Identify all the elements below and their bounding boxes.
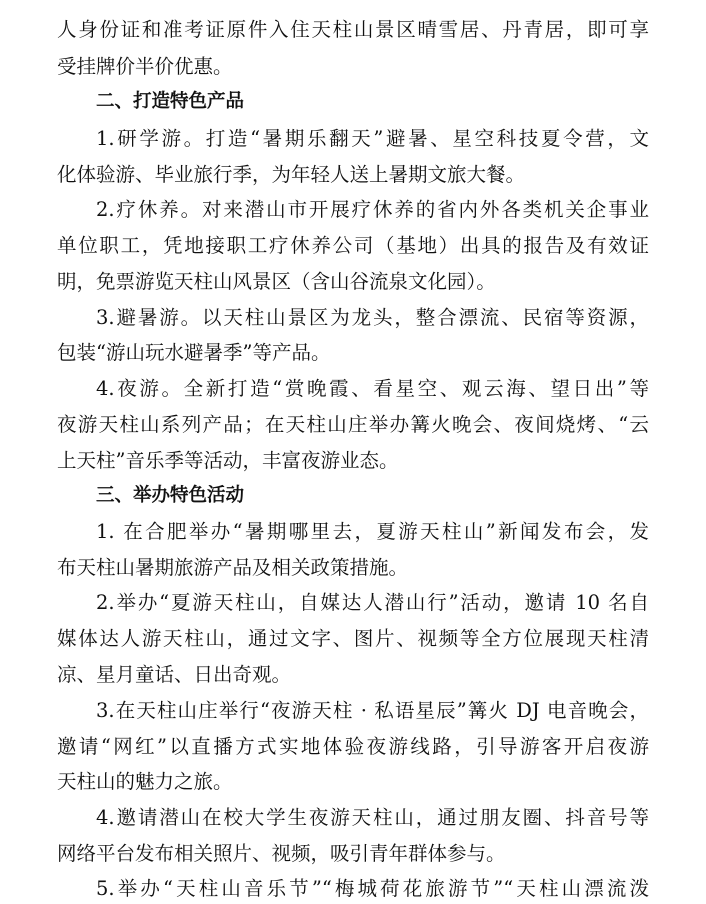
paragraph-line: 受挂牌价半价优惠。	[57, 55, 233, 78]
paragraph-line: 天柱山的魅力之旅。	[57, 770, 233, 793]
paragraph-line: 3.在天柱山庄举行“夜游天柱 · 私语星辰”篝火 DJ 电音晚会，	[96, 699, 649, 722]
paragraph-line: 4.夜游。全新打造“赏晚霞、看星空、观云海、望日出”等	[96, 377, 649, 400]
paragraph-line: 2.举办“夏游天柱山，自媒达人潜山行”活动，邀请 10 名自	[96, 591, 649, 614]
section-heading: 二、打造特色产品	[96, 91, 245, 112]
paragraph-line: 1.研学游。打造“暑期乐翻天”避暑、星空科技夏令营，文	[96, 127, 649, 150]
paragraph-line: 5.举办“天柱山音乐节”“梅城荷花旅游节”“天柱山漂流泼	[96, 877, 649, 900]
paragraph-line: 1. 在合肥举办“暑期哪里去，夏游天柱山”新闻发布会，发	[96, 520, 649, 543]
paragraph-line: 明，免票游览天柱山风景区（含山谷流泉文化园）。	[57, 270, 496, 293]
paragraph-line: 化体验游、毕业旅行季，为年轻人送上暑期文旅大餐。	[57, 163, 526, 186]
paragraph-line: 凉、星月童话、日出奇观。	[57, 663, 292, 686]
paragraph-line: 4.邀请潜山在校大学生夜游天柱山，通过朋友圈、抖音号等	[96, 806, 649, 829]
paragraph-line: 上天柱”音乐季等活动，丰富夜游业态。	[57, 449, 399, 472]
paragraph-line: 3.避暑游。以天柱山景区为龙头，整合漂流、民宿等资源，	[96, 306, 649, 329]
paragraph-line: 单位职工，凭地接职工疗休养公司（基地）出具的报告及有效证	[57, 234, 649, 257]
paragraph-line: 夜游天柱山系列产品；在天柱山庄举办篝火晚会、夜间烧烤、“云	[57, 413, 649, 436]
paragraph-line: 媒体达人游天柱山，通过文字、图片、视频等全方位展现天柱清	[57, 627, 649, 650]
section-heading: 三、举办特色活动	[96, 485, 245, 506]
paragraph-line: 2.疗休养。对来潜山市开展疗休养的省内外各类机关企事业	[96, 198, 649, 221]
paragraph-line: 网络平台发布相关照片、视频，吸引青年群体参与。	[57, 842, 506, 865]
paragraph-line: 人身份证和准考证原件入住天柱山景区晴雪居、丹青居，即可享	[57, 18, 649, 41]
paragraph-line: 布天柱山暑期旅游产品及相关政策措施。	[57, 556, 409, 579]
paragraph-line: 邀请“网红”以直播方式实地体验夜游线路，引导游客开启夜游	[57, 735, 649, 758]
paragraph-line: 包装“游山玩水避暑季”等产品。	[57, 341, 331, 364]
